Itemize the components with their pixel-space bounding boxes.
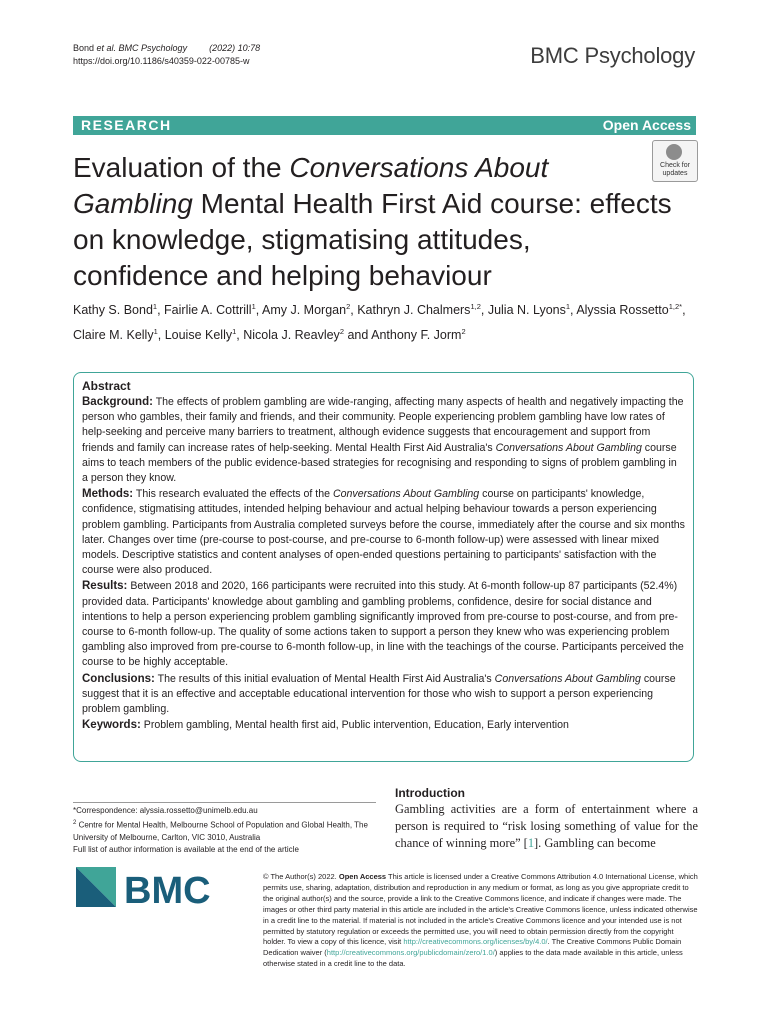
abstract-methods — [82, 487, 685, 578]
keywords-label: Keywords: — [82, 719, 141, 732]
background-text-a: The effects of problem gambling are wide-ranging, affecting many aspects of health and negatively impacting the person who gambles, their family and friends, and their community. People experiencing problem gambling have low rates of help-seeking and perceive many barriers to treatment, although evidence suggests that encouragement and support from friends and family can increase rates of help-seeking. Mental Health First Aid Australia's — [82, 396, 684, 454]
check-for-updates-badge[interactable] — [652, 140, 698, 182]
author-name: Nicola J. Reavley — [243, 328, 340, 343]
author-affiliation: 1 — [565, 302, 571, 311]
header-doi-link[interactable]: https://doi.org/10.1186/s40359-022-00785-w — [73, 56, 250, 66]
author-name: Louise Kelly — [164, 328, 233, 343]
conclusions-text-b: course suggest that it is an effective and acceptable educational intervention for those who wish to support a person experiencing problem gambling. — [82, 672, 676, 716]
author-affiliation: 2 — [339, 327, 344, 337]
author-name: Fairlie A. Cottrill — [164, 303, 252, 318]
introduction-text — [395, 801, 698, 852]
check-updates-line2: updates — [662, 170, 688, 177]
logo-text: BMC — [124, 870, 211, 912]
author[interactable] — [371, 328, 466, 342]
section-label: RESEARCH — [81, 117, 172, 133]
abstract-heading: Abstract — [82, 379, 131, 393]
header-authors: Bond — [73, 43, 97, 53]
footnote-divider — [73, 802, 376, 803]
license-text-2: . The Creative Commons Public Domain Dedication waiver ( — [263, 937, 682, 958]
affiliation-number: 2 — [73, 820, 77, 826]
author[interactable] — [357, 303, 481, 317]
footnote — [73, 805, 373, 856]
author-affiliation: 2 — [461, 327, 466, 337]
license-notice — [263, 872, 698, 970]
check-updates-icon — [666, 144, 682, 160]
author-affiliation: 1,2 — [470, 302, 481, 311]
header-year-volume: (2022) 10:78 — [209, 43, 261, 53]
affiliation-text: Centre for Mental Health, Melbourne School of Population and Global Health, The University of Melbourne, Carlton, VIC 3010, Australia — [73, 820, 368, 842]
author-name: Amy J. Morgan — [262, 303, 347, 318]
author-name: Kathy S. Bond — [73, 303, 153, 318]
running-header — [73, 42, 260, 68]
conclusions-text-a: The results of this initial evaluation of Mental Health First Aid Australia's — [157, 672, 495, 685]
section-banner — [73, 116, 696, 135]
citation-link[interactable]: 1 — [527, 836, 535, 850]
author[interactable] — [488, 303, 570, 317]
author-name: Julia N. Lyons — [487, 303, 566, 318]
author-affiliation: 1 — [232, 327, 237, 337]
license-text-1: This article is licensed under a Creative Commons Attribution 4.0 International License, which permits use, sharing, adaptation, distribution and reproduction in any medium or format, as long as you give appropriate credit to the original author(s) and the source, provide a link to the Creative Commons licence, and indicate if changes were made. The images or other third party material in this article are included in the article's Creative Commons licence, unless indicated otherwise in a credit line to the material. If material is not included in the article's Creative Commons licence and your intended use is not permitted by statutory regulation or exceeds the permitted use, you will need to obtain permission directly from the copyright holder. To view a copy of this licence, visit — [263, 872, 698, 947]
introduction-heading: Introduction — [395, 786, 465, 800]
author-info-note: Full list of author information is available at the end of the article — [73, 844, 299, 854]
intro-text-b: ]. Gambling can become — [534, 836, 656, 850]
author[interactable] — [164, 303, 256, 317]
author-list: Kathy S. Bond$^1$, Fairlie A. Cottrill$^1$, Amy J. Morgan$^2$, Kathryn J. Chalmers$^{1,2}$, Julia N. Lyons$^1$, Alyssia Rossetto$^{1,2*}$, Claire M. Kelly$^1$, Louise Kelly$^1$, Nicola J. Reavley$^2$ and Anthony F. Jorm$^2$ — [73, 302, 686, 343]
title-part-2: Mental Health First Aid course: effects on knowledge, stigmatising attitudes, confidence and helping behaviour — [73, 188, 672, 291]
author[interactable] — [243, 328, 344, 342]
author[interactable] — [262, 303, 350, 317]
abstract-conclusions — [82, 672, 685, 718]
abstract-results — [82, 579, 685, 670]
methods-text-a: This research evaluated the effects of the — [135, 488, 333, 501]
author-affiliation: 2 — [346, 302, 351, 311]
license-copyright: © The Author(s) 2022. — [263, 872, 339, 881]
open-access-label: Open Access — [602, 117, 691, 133]
methods-text-b: course on participants' knowledge, confidence, stigmatising attitudes, intended helping behaviour and actual helping behaviour towards a person experiencing problem gambling. Participants from Australia completed surveys before the course, immediately after the course and six months later. Changes over time (pre-course to post-course, and pre-course to 6-month follow-up) were assessed with linear mixed models. Descriptive statistics and content analyses of open-ended questions pertaining to participants' satisfaction with the course were also produced. — [82, 488, 685, 577]
abstract-background — [82, 395, 685, 486]
author-name: Alyssia Rossetto — [576, 303, 669, 318]
conclusions-text-italic: Conversations About Gambling — [494, 672, 641, 685]
check-updates-line1: Check for — [660, 162, 690, 169]
intro-text-a: Gambling activities are a form of entertainment where a person is required to “risk losing something of value for the chance of winning more” [ — [395, 802, 698, 850]
article-title — [73, 150, 673, 294]
license-link-by[interactable]: http://creativecommons.org/licenses/by/4.0/ — [403, 937, 548, 947]
license-open-access: Open Access — [338, 872, 387, 881]
affiliation — [73, 817, 373, 844]
author-name: Claire M. Kelly — [73, 328, 154, 343]
methods-label: Methods: — [82, 488, 134, 501]
conclusions-label: Conclusions: — [82, 672, 155, 685]
journal-name: BMC Psychology — [530, 43, 695, 68]
author-affiliation: 1 — [153, 327, 158, 337]
license-link-zero[interactable]: http://creativecommons.org/publicdomain/zero/1.0/ — [326, 948, 495, 958]
results-text: Between 2018 and 2020, 166 participants were recruited into this study. At 6-month follow-up 87 participants (52.4%) provided data. Participants' knowledge about gambling and gambling problems, confidence, desire for social distance and intentions to help a person experiencing problem gambling significantly improved from pre-course to post-course, and from pre-course to 6-month follow-up. The quality of some actions taken to support a person they knew who was experiencing problem gambling also improved from pre-course to 6-month follow-up, in line with the teachings of the course. Participants perceived the course to be highly acceptable. — [82, 580, 684, 669]
author-name: Kathryn J. Chalmers — [357, 303, 471, 318]
abstract-box — [73, 372, 694, 762]
bmc-logo — [76, 867, 226, 917]
title-italic: Conversations About Gambling — [73, 152, 549, 219]
author[interactable] — [73, 303, 157, 317]
author[interactable] — [165, 328, 237, 342]
author-affiliation: 1,2* — [668, 302, 683, 311]
header-journal-citation: et al. BMC Psychology — [96, 43, 188, 53]
background-text-b: course aims to teach members of the public evidence-based strategies for recognising and responding to signs of problem gambling in a person they know. — [82, 441, 677, 485]
results-label: Results: — [82, 580, 128, 593]
keywords-text: Problem gambling, Mental health first aid, Public intervention, Education, Early intervention — [143, 719, 569, 732]
author[interactable] — [73, 328, 158, 342]
correspondence: *Correspondence: alyssia.rossetto@unimelb.edu.au — [73, 806, 258, 815]
author-affiliation: 1 — [152, 302, 158, 311]
license-text-3: ) applies to the data made available in this article, unless otherwise stated in a credit line to the data. — [263, 948, 683, 969]
background-text-italic: Conversations About Gambling — [495, 441, 642, 454]
background-label: Background: — [82, 396, 153, 408]
author-name: Anthony F. Jorm — [371, 328, 462, 343]
abstract-keywords — [82, 718, 685, 733]
author[interactable] — [576, 303, 682, 317]
title-part-1: Evaluation of the — [73, 152, 290, 183]
author-affiliation: 1 — [251, 302, 256, 311]
methods-text-italic: Conversations About Gambling — [332, 488, 480, 501]
